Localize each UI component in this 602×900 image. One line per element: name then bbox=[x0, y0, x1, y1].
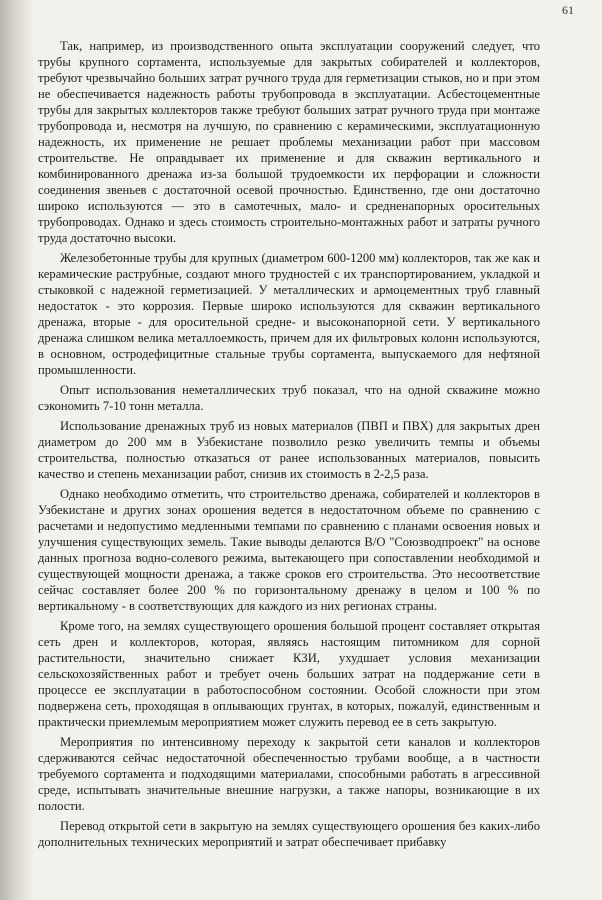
paragraph-8: Перевод открытой сети в закрытую на землях существующего орошения без каких-либо дополнительных технических мероприятий и затрат обеспечивает прибавку bbox=[38, 819, 540, 849]
binding-shadow bbox=[0, 0, 34, 900]
body-text bbox=[38, 38, 540, 854]
paragraph-1: Так, например, из производственного опыта эксплуатации сооружений следует, что трубы крупного сортамента, используемые для закрытых собирателей и коллекторов, требуют чрезвычайно больших затрат ручного труда для герметизации стыков, но и при этом не обеспечивается надежность работы трубопровода в эксплуатации. Асбестоцементные трубы для закрытых коллекторов также требуют больших затрат ручного труда при монтаже трубопровода и, несмотря на лучшую, по сравнению с керамическими, эксплуатационную надежность, их применение не решает проблемы механизации работ при массовом строительстве. Не оправдывает их применение и для скважин вертикального и комбинированного дренажа из-за большой трудоемкости их перфорации и сложности соединения звеньев с достаточной осевой прочностью. Единственно, где они достаточно широко используются — это в самотечных, мало- и средненапорных оросительных трубопроводах. Однако и здесь стоимость строительно-монтажных работ и затраты ручного труда достаточно высоки. bbox=[38, 39, 540, 245]
paragraph-7: Мероприятия по интенсивному переходу к закрытой сети каналов и коллекторов сдерживаются сейчас недостаточной обеспеченностью трубами вообще, а в частности требуемого сортамента и подходящими материалами, способными работать в агрессивной среде, испытывать значительные внешние нагрузки, а также напоры, возникающие в их полости. bbox=[38, 735, 540, 813]
paragraph-6: Кроме того, на землях существующего орошения большой процент составляет открытая сеть дрен и коллекторов, которая, являясь настоящим питомником для сорной растительности, значительно снижает КЗИ, ухудшает условия механизации сельскохозяйственных работ и требует очень больших затрат на поддержание сети в процессе ее эксплуатации в работоспособном состоянии. Особой сложности при этом подвержена сеть, проходящая в оплывающих грунтах, в которых, пожалуй, единственным и практически приемлемым мероприятием может служить перевод ее в сеть закрытую. bbox=[38, 619, 540, 729]
page-number: 61 bbox=[562, 3, 574, 17]
paragraph-5: Однако необходимо отметить, что строительство дренажа, собирателей и коллекторов в Узбекистане и других зонах орошения ведется в недостаточном объеме по сравнению с расчетами и недопустимо медленными темпами по сравнению с планами освоения новых и улучшения существующих земель. Такие выводы делаются В/О "Союзводпроект" на основе данных прогноза водно-солевого режима, вытекающего при сопоставлении необходимой и существующей мощности дренажа, а также сроков его строительства. Это несоответствие сейчас составляет более 200 % по горизонтальному дренажу в целом и 100 % по вертикальному - в соответствующих для каждого из них регионах страны. bbox=[38, 487, 540, 613]
paragraph-2: Железобетонные трубы для крупных (диаметром 600-1200 мм) коллекторов, так же как и керамические раструбные, создают много трудностей с их транспортированием, укладкой и стыковкой с надежной герметизацией. У металлических и армоцементных труб главный недостаток - это коррозия. Первые широко используются для скважин вертикального дренажа, вторые - для оросительной средне- и высоконапорной сети. У вертикального дренажа слишком велика металлоемкость, причем для их фильтровых колонн используются, в основном, остродефицитные стальные трубы сортамента, выпускаемого для нефтяной промышленности. bbox=[38, 251, 540, 377]
paragraph-4: Использование дренажных труб из новых материалов (ПВП и ПВХ) для закрытых дрен диаметром до 200 мм в Узбекистане позволило резко увеличить темпы и объемы строительства, полностью отказаться от ранее использованных материалов, повысить качество и степень механизации работ, снизив их стоимость в 2-2,5 раза. bbox=[38, 419, 540, 481]
paragraph-3: Опыт использования неметаллических труб показал, что на одной скважине можно сэкономить 7-10 тонн металла. bbox=[38, 383, 540, 413]
